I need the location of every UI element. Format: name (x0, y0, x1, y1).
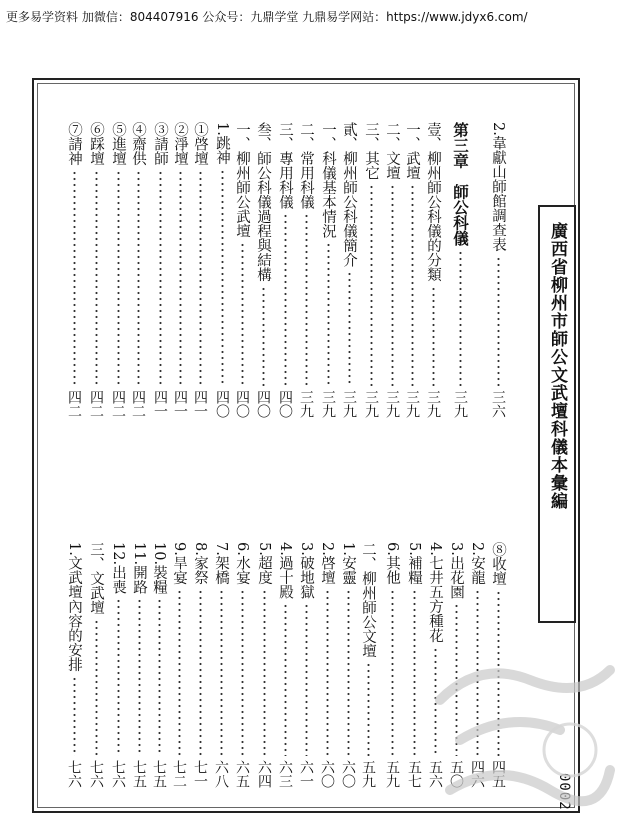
toc2-entry: 4.過十殿 (277, 542, 293, 600)
toc-page-number: 四一 (192, 390, 208, 418)
toc-page-number: 四二 (110, 390, 126, 418)
toc-entry: ③請師 (152, 122, 168, 166)
toc-entry: 第三章 師公科儀 (451, 122, 470, 246)
toc-entry: 叁、師公科儀過程與結構 (255, 122, 271, 282)
dot-leader (159, 170, 162, 387)
toc-page-number: 四一 (172, 390, 188, 418)
toc-page-number: 三九 (404, 390, 420, 418)
toc2-entry: 9.旱宴 (171, 542, 187, 585)
dot-leader (413, 589, 416, 756)
toc-entry: ④齋供 (130, 122, 146, 166)
toc-page-number: 四〇 (277, 390, 293, 418)
toc-entry: 二、文壇 (384, 122, 400, 180)
toc-entry: 三、專用科儀 (277, 122, 293, 209)
toc2-page-number: 五九 (384, 760, 400, 788)
toc2-entry: 6.水宴 (234, 542, 250, 585)
toc-page-number: 四〇 (214, 390, 230, 418)
toc2-entry: 5.補糧 (406, 542, 422, 585)
toc2-entry: 7.架橋 (213, 542, 229, 585)
toc-entry: 1.跳神 (214, 122, 230, 165)
toc-page-number: 三九 (425, 390, 441, 418)
toc-page-number: 三九 (320, 390, 336, 418)
toc-page-number: 四二 (66, 390, 82, 418)
toc2-entry: 6.其他 (384, 542, 400, 585)
toc-page-number: 四二 (130, 390, 146, 418)
dot-leader (411, 184, 414, 386)
toc-entry: 一、柳州師公武壇 (234, 122, 250, 238)
toc2-page-number: 五六 (427, 760, 443, 788)
dot-leader (284, 213, 287, 386)
dot-leader (263, 589, 266, 756)
toc-page-number: 四二 (88, 390, 104, 418)
dot-leader (95, 170, 98, 387)
toc-entry: 貳、柳州師公科儀簡介 (341, 122, 357, 267)
toc2-page-number: 七一 (192, 760, 208, 788)
toc-entry: ⑦請神 (66, 122, 82, 166)
toc-page-number: 三九 (298, 390, 314, 418)
toc2-entry: ⑧收壇 (490, 542, 506, 586)
toc2-page-number: 六〇 (319, 760, 335, 788)
dot-leader (73, 170, 76, 387)
dot-leader (199, 589, 202, 756)
toc2-entry: 2.啓壇 (319, 542, 335, 585)
book-title: 廣西省柳州市師公文武壇科儀本彙編 (547, 222, 567, 510)
toc2-entry: 3.出花園 (448, 542, 464, 600)
toc2-page-number: 七五 (151, 760, 167, 788)
toc2-page-number: 七六 (66, 760, 82, 788)
dot-leader (284, 603, 287, 756)
dot-leader (305, 213, 308, 386)
dot-leader (95, 619, 98, 757)
dot-leader (241, 589, 244, 756)
dot-leader (347, 589, 350, 756)
dot-leader (179, 170, 182, 387)
toc-entry: ⑥踩壇 (88, 122, 104, 166)
dot-leader (391, 184, 394, 386)
dot-leader (117, 170, 120, 387)
toc-entry: 一、科儀基本情況 (320, 122, 336, 238)
toc2-entry: 10.裝糧 (151, 542, 167, 595)
toc2-page-number: 五九 (360, 760, 376, 788)
toc-page-number: 三九 (363, 390, 379, 418)
toc-entry: ②淨壇 (172, 122, 188, 166)
toc-entry: ①啓壇 (192, 122, 208, 166)
toc2-page-number: 七五 (131, 760, 147, 788)
dot-leader (158, 598, 161, 756)
dot-leader (262, 286, 265, 387)
dot-leader (327, 242, 330, 386)
toc2-page-number: 六〇 (340, 760, 356, 788)
dot-leader (326, 589, 329, 756)
watermark-seal (420, 640, 620, 820)
toc2-entry: 三、文武壇 (88, 542, 104, 615)
toc2-entry: 2.安龍 (469, 542, 485, 585)
toc2-page-number: 七六 (110, 760, 126, 788)
dot-leader (73, 676, 76, 756)
dot-leader (221, 169, 224, 386)
dot-leader (367, 662, 370, 756)
dot-leader (497, 256, 500, 386)
dot-leader (178, 589, 181, 756)
toc2-entry: 1.文武壇內容的安排 (66, 542, 82, 672)
toc2-page-number: 七二 (171, 760, 187, 788)
toc2-page-number: 六八 (213, 760, 229, 788)
dot-leader (459, 250, 462, 386)
toc2-page-number: 六五 (234, 760, 250, 788)
toc2-page-number: 六三 (277, 760, 293, 788)
toc2-entry: 5.超度 (256, 542, 272, 585)
toc2-entry: 11.開路 (131, 542, 147, 595)
dot-leader (137, 170, 140, 387)
toc2-page-number: 四六 (469, 760, 485, 788)
dot-leader (117, 598, 120, 756)
toc-entry: 一、武壇 (404, 122, 420, 180)
dot-leader (432, 286, 435, 387)
toc2-entry: 12.出喪 (110, 542, 126, 595)
toc2-page-number: 六一 (298, 760, 314, 788)
toc2-entry: 1.安靈 (340, 542, 356, 585)
toc2-entry: 8.家祭 (192, 542, 208, 585)
toc-page-number: 三九 (384, 390, 400, 418)
toc-page-number: 四一 (152, 390, 168, 418)
toc2-page-number: 五七 (406, 760, 422, 788)
toc2-page-number: 六四 (256, 760, 272, 788)
toc2-page-number: 四五 (490, 760, 506, 788)
dot-leader (241, 242, 244, 386)
toc2-page-number: 七六 (88, 760, 104, 788)
page-number: 0002 (556, 773, 572, 811)
toc-page-number: 四〇 (255, 390, 271, 418)
toc-entry: 壹、柳州師公科儀的分類 (425, 122, 441, 282)
toc-page-number: 三九 (341, 390, 357, 418)
toc-entry: 二、常用科儀 (298, 122, 314, 209)
toc2-entry: 二、柳州師公文壇 (360, 542, 376, 658)
toc2-entry: 3.破地獄 (298, 542, 314, 600)
toc-entry: 2.韋獻山師館調查表 (490, 122, 506, 252)
dot-leader (199, 170, 202, 387)
toc2-entry: 4.七井五方種花 (427, 542, 443, 643)
dot-leader (370, 184, 373, 386)
toc-entry: 三、其它 (363, 122, 379, 180)
toc2-page-number: 五〇 (448, 760, 464, 788)
dot-leader (348, 271, 351, 386)
dot-leader (305, 603, 308, 756)
header-banner: 更多易学资料 加微信：804407916 公众号：九鼎学堂 九鼎易学网站：https://www.jdyx6.com/ (6, 10, 528, 24)
dot-leader (391, 589, 394, 756)
toc-page-number: 三九 (452, 390, 468, 418)
toc-page-number: 四〇 (234, 390, 250, 418)
toc-page-number: 三六 (490, 390, 506, 418)
dot-leader (138, 598, 141, 756)
dot-leader (220, 589, 223, 756)
toc-entry: ⑤進壇 (110, 122, 126, 166)
